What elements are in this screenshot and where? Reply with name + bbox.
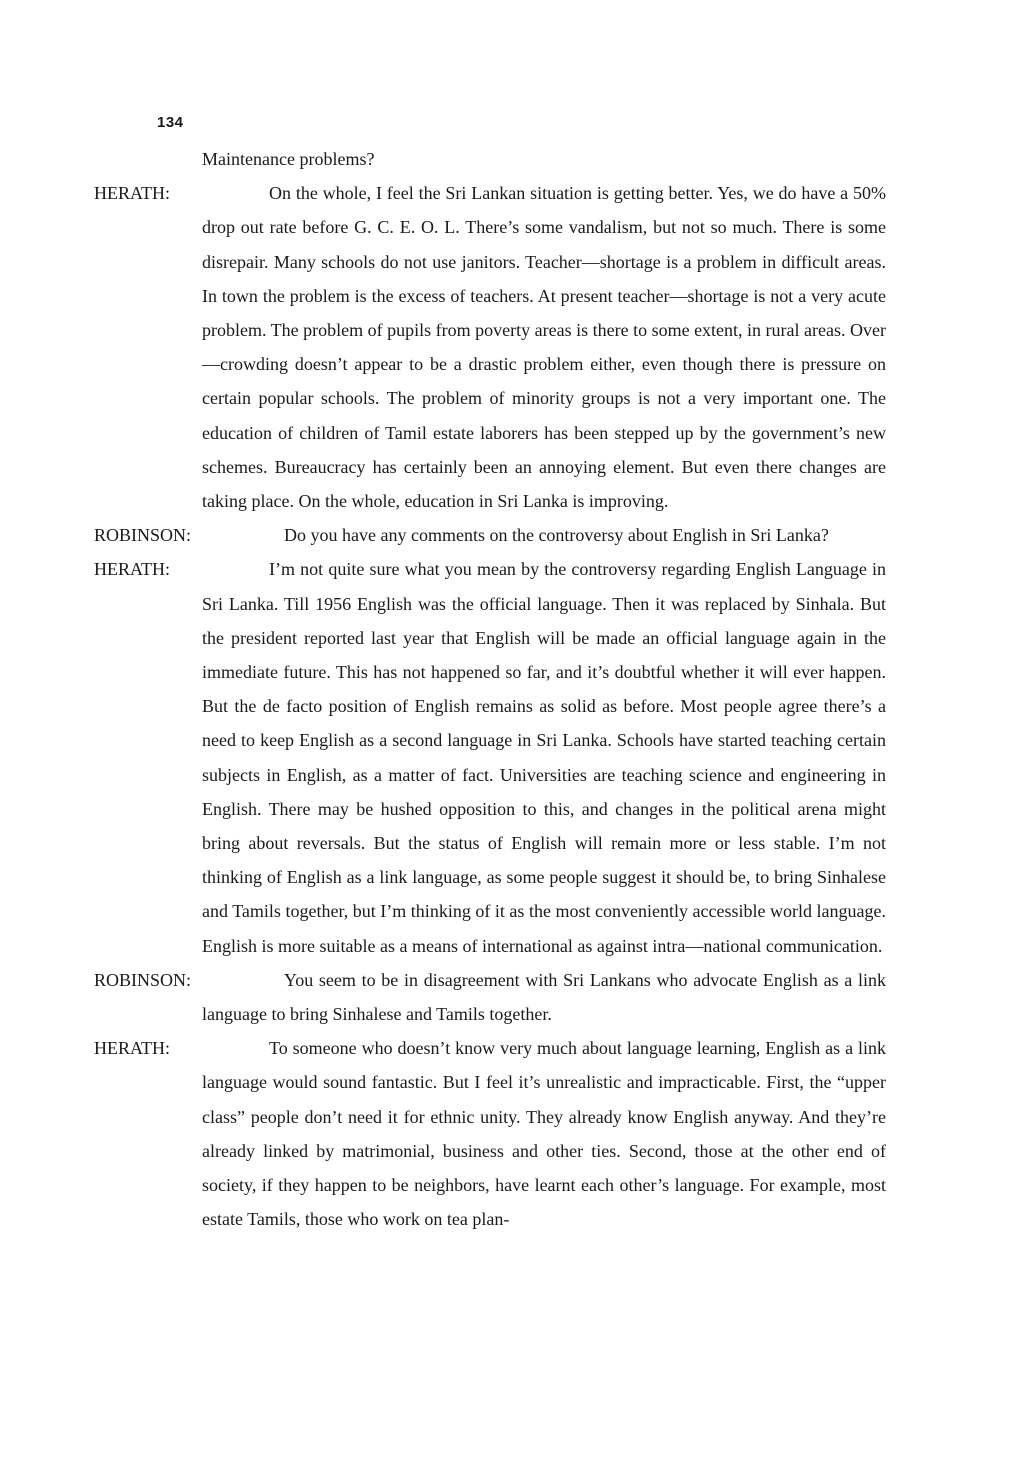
dialogue-text: Do you have any comments on the controversy about English in Sri Lanka?: [284, 525, 829, 546]
dialogue-turn-5: [94, 1031, 886, 1236]
dialogue-text: You seem to be in disagreement with Sri Lankans who advocate English as a link language to bring Sinhalese and Tamils together.: [202, 969, 886, 1025]
dialogue-turn-0: [148, 142, 886, 176]
dialogue-turn-1: [94, 176, 886, 518]
speaker-label: HERATH:: [94, 183, 170, 204]
interview-text: [94, 142, 886, 1237]
speaker-label: ROBINSON:: [94, 525, 192, 546]
dialogue-turn-4: [94, 963, 886, 1031]
dialogue-text: I’m not quite sure what you mean by the controversy regarding English Language in Sri Lanka. Till 1956 English was the official language. Then it was replaced by Sinhala. But the president reported last year that English will be made an official language again in the immediate future. This has not happened so far, and it’s doubtful whether it will ever happen. But the de facto position of English remains as solid as before. Most people agree there’s a need to keep English as a second language in Sri Lanka. Schools have started teaching certain subjects in English, as a matter of fact. Universities are teaching science and engineering in English. There may be hushed opposition to this, and changes in the political arena might bring about reversals. But the status of English will remain more or less stable. I’m not thinking of English as a link language, as some people suggest it should be, to bring Sinhalese and Tamils together, but I’m thinking of it as the most conveniently accessible world language. English is more suitable as a means of international as against intra—national communication.: [202, 559, 886, 956]
page-number: 134: [157, 114, 184, 131]
dialogue-text: To someone who doesn’t know very much about language learning, English as a link language would sound fantastic. But I feel it’s unrealistic and impracticable. First, the “upper class” people don’t need it for ethnic unity. They already know English anyway. And they’re already linked by matrimonial, business and other ties. Second, those at the other end of society, if they happen to be neighbors, have learnt each other’s language. For example, most estate Tamils, those who work on tea plan-: [202, 1038, 886, 1230]
dialogue-turn-3: [94, 552, 886, 962]
speaker-label: HERATH:: [94, 1038, 170, 1059]
dialogue-text: On the whole, I feel the Sri Lankan situation is getting better. Yes, we do have a 50% drop out rate before G. C. E. O. L. There’s some vandalism, but not so much. There is some disrepair. Many schools do not use janitors. Teacher—shortage is a problem in difficult areas. In town the problem is the excess of teachers. At present teacher—shortage is not a very acute problem. The problem of pupils from poverty areas is there to some extent, in rural areas. Over—crowding doesn’t appear to be a drastic problem either, even though there is pressure on certain popular schools. The problem of minority groups is not a very important one. The education of children of Tamil estate laborers has been stepped up by the government’s new schemes. Bureaucracy has certainly been an annoying element. But even there changes are taking place. On the whole, education in Sri Lanka is improving.: [202, 183, 886, 512]
speaker-label: HERATH:: [94, 559, 170, 580]
speaker-label: ROBINSON:: [94, 969, 192, 990]
dialogue-turn-2: [94, 518, 886, 552]
dialogue-text: Maintenance problems?: [202, 149, 375, 169]
